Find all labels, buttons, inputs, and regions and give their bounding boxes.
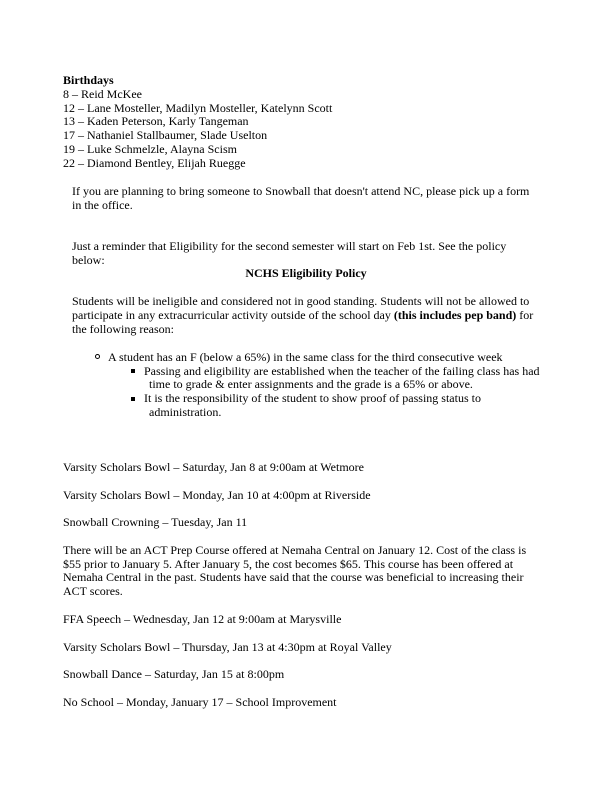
policy-sub-bullet-line: administration.: [149, 405, 222, 419]
policy-text-segment: participate in any extracurricular activity outside of the school day: [72, 308, 394, 322]
birthday-entry: 17 – Nathaniel Stallbaumer, Slade Uselton: [63, 128, 268, 142]
policy-sub-bullet-line: It is the responsibility of the student to show proof of passing status to: [144, 391, 481, 405]
policy-criterion: A student has an F (below a 65%) in the same class for the third consecutive week: [108, 350, 503, 364]
eligibility-reminder-line: below:: [72, 253, 105, 267]
circle-bullet-icon: [95, 354, 100, 359]
birthdays-heading: Birthdays: [63, 73, 114, 87]
act-prep-line: There will be an ACT Prep Course offered at Nemaha Central on January 12. Cost of the class is: [63, 543, 527, 557]
act-prep-line: ACT scores.: [63, 584, 123, 598]
birthday-entry: 12 – Lane Mosteller, Madilyn Mosteller, Katelynn Scott: [63, 101, 333, 115]
snowball-notice-line: in the office.: [72, 198, 133, 212]
event-snowball-dance: Snowball Dance – Saturday, Jan 15 at 8:00pm: [63, 667, 285, 681]
policy-text-line: Students will be ineligible and considered not in good standing. Students will not be allowed to: [72, 294, 530, 308]
policy-title: NCHS Eligibility Policy: [245, 266, 367, 280]
birthday-entry: 13 – Kaden Peterson, Karly Tangeman: [63, 114, 249, 128]
event-scholars-bowl-jan13: Varsity Scholars Bowl – Thursday, Jan 13 at 4:30pm at Royal Valley: [63, 640, 392, 654]
event-no-school: No School – Monday, January 17 – School Improvement: [63, 695, 337, 709]
policy-sub-bullet-line: time to grade & enter assignments and the grade is a 65% or above.: [149, 377, 473, 391]
policy-sub-bullet-line: Passing and eligibility are established when the teacher of the failing class has had: [144, 364, 540, 378]
birthday-entry: 8 – Reid McKee: [63, 87, 142, 101]
birthday-entry: 19 – Luke Schmelzle, Alayna Scism: [63, 142, 237, 156]
act-prep-line: Nemaha Central in the past. Students have said that the course was beneficial to increasing their: [63, 570, 524, 584]
square-bullet-icon: [131, 369, 135, 373]
policy-text-segment: for: [516, 308, 534, 322]
act-prep-line: $55 prior to January 5. After January 5, the cost becomes $65. This course has been offered at: [63, 557, 514, 571]
birthday-entry: 22 – Diamond Bentley, Elijah Ruegge: [63, 156, 246, 170]
event-scholars-bowl-jan10: Varsity Scholars Bowl – Monday, Jan 10 at 4:00pm at Riverside: [63, 488, 371, 502]
event-scholars-bowl-jan8: Varsity Scholars Bowl – Saturday, Jan 8 at 9:00am at Wetmore: [63, 460, 364, 474]
snowball-notice-line: If you are planning to bring someone to Snowball that doesn't attend NC, please pick up a form: [72, 184, 530, 198]
policy-text-line: the following reason:: [72, 322, 174, 336]
square-bullet-icon: [131, 397, 135, 401]
eligibility-reminder-line: Just a reminder that Eligibility for the second semester will start on Feb 1st. See the policy: [72, 239, 507, 253]
pep-band-note: (this includes pep band): [393, 308, 517, 322]
policy-text-line: [72, 308, 533, 322]
event-snowball-crowning: Snowball Crowning – Tuesday, Jan 11: [63, 515, 248, 529]
event-ffa-speech: FFA Speech – Wednesday, Jan 12 at 9:00am at Marysville: [63, 612, 342, 626]
